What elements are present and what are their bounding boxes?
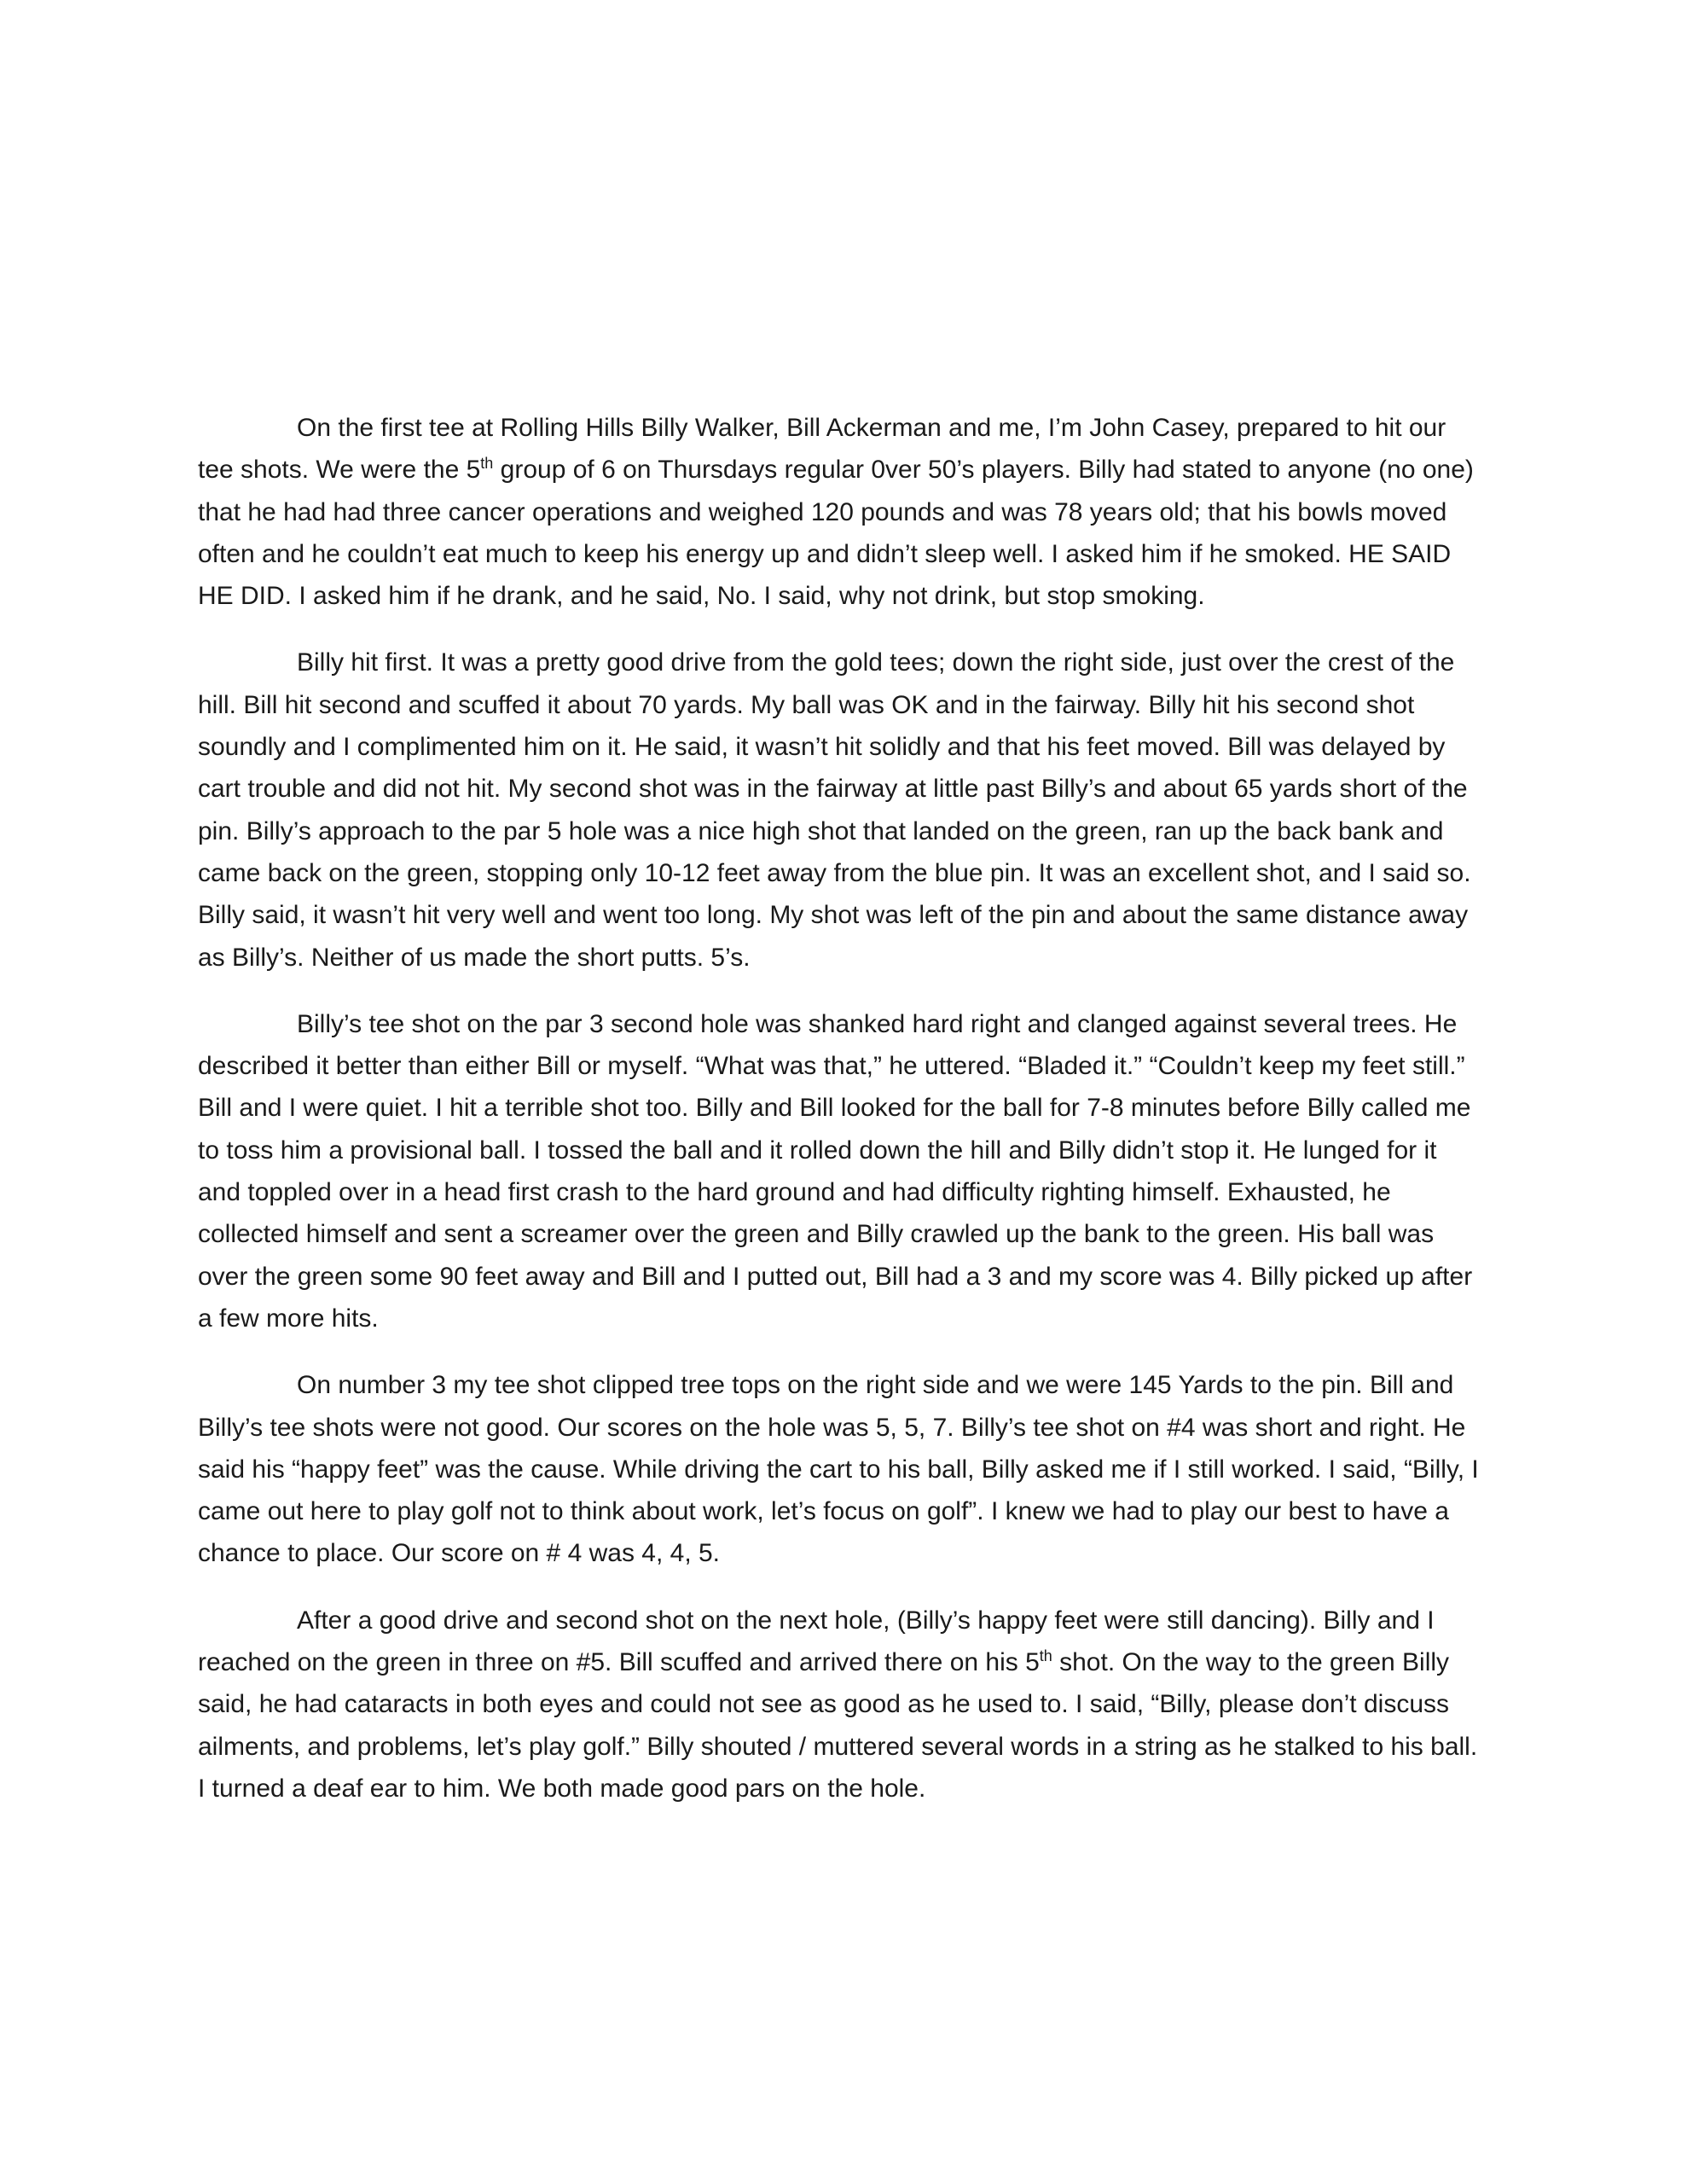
- paragraph-text: On the first tee at Rolling Hills Billy Walker, Bill Ackerman and me, I’m John Casey, prepared to hit our tee shots. We were the 5: [198, 414, 1446, 485]
- paragraph-1: [198, 407, 1486, 617]
- paragraph-2: [198, 642, 1486, 978]
- paragraph-3: [198, 1003, 1486, 1339]
- paragraph-text: Billy hit first. It was a pretty good drive from the gold tees; down the right side, just over the crest of the hill. Bill hit second and scuffed it about 70 yards. My ball was OK and in the fairway. Billy hit his second shot soundly and I complimented him on it. He said, it wasn’t hit solidly and that his feet moved. Bill was delayed by cart trouble and did not hit. My second shot was in the fairway at little past Billy’s and about 65 yards short of the pin. Billy’s approach to the par 5 hole was a nice high shot that landed on the green, ran up the back bank and came back on the green, stopping only 10-12 feet away from the blue pin. It was an excellent shot, and I said so. Billy said, it wasn’t hit very well and went too long. My shot was left of the pin and about the same distance away as Billy’s. Neither of us made the short putts. 5’s.: [198, 648, 1471, 972]
- paragraph-text: shot. On the way to the green Billy said, he had cataracts in both eyes and could not see as good as he used to. I said, “Billy, please don’t discuss ailments, and problems, let’s play golf.” Billy shouted / muttered several words in a string as he stalked to his ball. I turned a deaf ear to him. We both made good pars on the hole.: [198, 1648, 1478, 1803]
- paragraph-text: On number 3 my tee shot clipped tree tops on the right side and we were 145 Yards to the pin. Bill and Billy’s tee shots were not good. Our scores on the hole was 5, 5, 7. Billy’s tee shot on #4 was short and right. He said his “happy feet” was the cause. While driving the cart to his ball, Billy asked me if I still worked. I said, “Billy, I came out here to play golf not to think about work, let’s focus on golf”. I knew we had to play our best to have a chance to place. Our score on # 4 was 4, 4, 5.: [198, 1371, 1479, 1568]
- paragraph-text: Billy’s tee shot on the par 3 second hole was shanked hard right and clanged against several trees. He described it better than either Bill or myself. “What was that,” he uttered. “Bladed it.” “Couldn’t keep my feet still.” Bill and I were quiet. I hit a terrible shot too. Billy and Bill looked for the ball for 7-8 minutes before Billy called me to toss him a provisional ball. I tossed the ball and it rolled down the hill and Billy didn’t stop it. He lunged for it and toppled over in a head first crash to the hard ground and had difficulty righting himself. Exhausted, he collected himself and sent a screamer over the green and Billy crawled up the bank to the green. His ball was over the green some 90 feet away and Bill and I putted out, Bill had a 3 and my score was 4. Billy picked up after a few more hits.: [198, 1009, 1473, 1333]
- paragraph-5: [198, 1600, 1486, 1809]
- document-page: [198, 407, 1486, 1834]
- paragraph-text: After a good drive and second shot on the next hole, (Billy’s happy feet were still dancing). Billy and I reached on the green in three on #5. Bill scuffed and arrived there on his 5: [198, 1606, 1435, 1677]
- ordinal-suffix: th: [480, 455, 494, 473]
- paragraph-text: group of 6 on Thursdays regular 0ver 50’s players. Billy had stated to anyone (no one) that he had had three cancer operations and weighed 120 pounds and was 78 years old; that his bowls moved often and he couldn’t eat much to keep his energy up and didn’t sleep well. I asked him if he smoked. HE SAID HE DID. I asked him if he drank, and he said, No. I said, why not drink, but stop smoking.: [198, 456, 1474, 611]
- ordinal-suffix: th: [1039, 1647, 1052, 1665]
- paragraph-4: [198, 1364, 1486, 1574]
